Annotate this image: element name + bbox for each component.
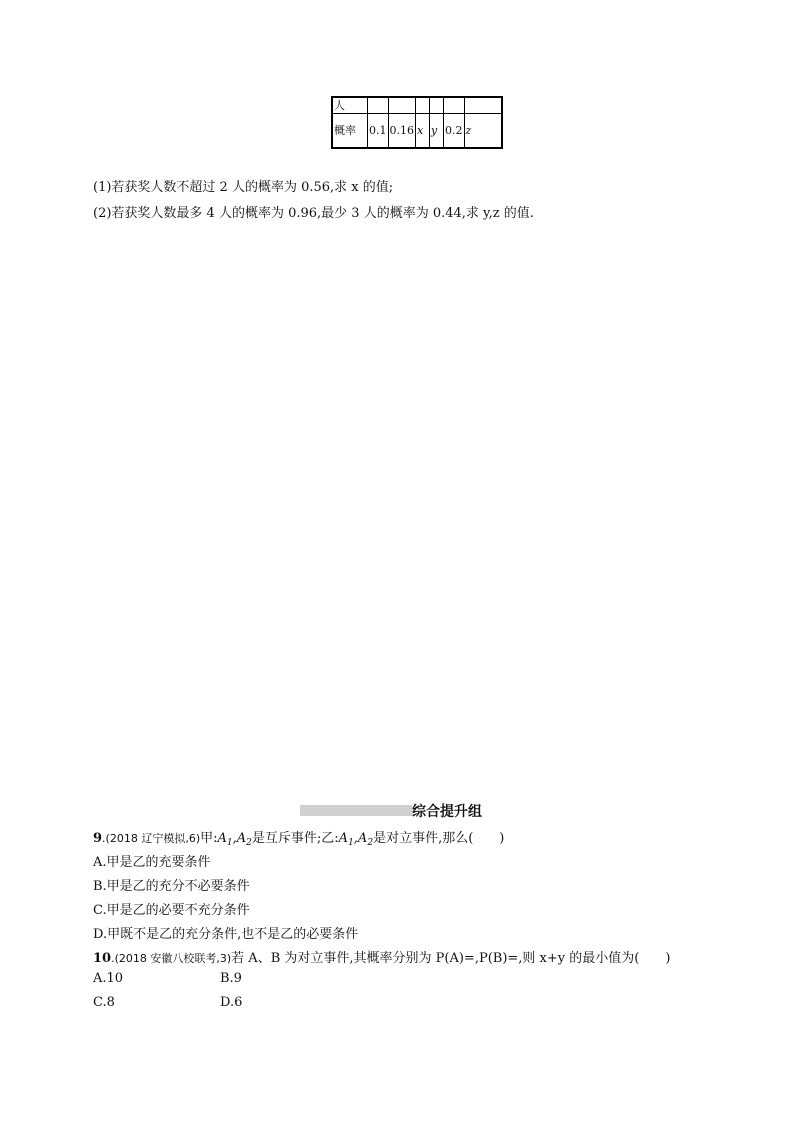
table-header-people: 人 xyxy=(332,97,368,114)
option-a: A.甲是乙的充要条件 xyxy=(93,855,211,870)
table-cell xyxy=(444,97,465,114)
table-cell xyxy=(464,97,502,114)
question-1: (1)若获奖人数不超过 2 人的概率为 0.56,求 x 的值; xyxy=(93,180,394,195)
table-cell xyxy=(430,97,444,114)
table-cell xyxy=(416,97,430,114)
table-header-probability: 概率 xyxy=(332,114,368,149)
table-cell xyxy=(368,97,389,114)
table-cell: 0.2 xyxy=(444,114,465,149)
option-c: C.8 xyxy=(93,995,115,1010)
question-2: (2)若获奖人数最多 4 人的概率为 0.96,最少 3 人的概率为 0.44,求 y,z 的值. xyxy=(93,206,534,221)
table-cell: z xyxy=(464,114,502,149)
problem-10-stem xyxy=(93,947,670,966)
option-b: B.9 xyxy=(220,971,242,986)
table-cell: 0.16 xyxy=(388,114,416,149)
option-c: C.甲是乙的必要不充分条件 xyxy=(93,903,250,918)
problem-source: .(2018 安徽八校联考,3) xyxy=(111,952,232,965)
option-d: D.6 xyxy=(220,995,243,1010)
option-a: A.10 xyxy=(93,971,124,986)
stem-text: 若 A、B 为对立事件,其概率分别为 P(A)=,P(B)=,则 x+y 的最小值为( ) xyxy=(231,951,671,966)
event-symbol: $A_1,A_2$ xyxy=(217,831,252,848)
table-cell: 0.1 xyxy=(368,114,389,149)
table-cell: y xyxy=(430,114,444,149)
stem-text: 是对立事件,那么( ) xyxy=(373,831,505,846)
stem-text: 甲: xyxy=(200,831,218,846)
table-cell: x xyxy=(416,114,430,149)
stem-text: 是互斥事件;乙: xyxy=(251,831,339,846)
table-row xyxy=(332,114,502,149)
problem-number: 9 xyxy=(93,831,103,846)
option-b: B.甲是乙的充分不必要条件 xyxy=(93,879,250,894)
problem-number: 10 xyxy=(93,951,112,966)
problem-9-stem xyxy=(93,827,504,848)
section-bar xyxy=(300,805,412,816)
option-d: D.甲既不是乙的充分条件,也不是乙的必要条件 xyxy=(93,927,359,942)
section-title: 综合提升组 xyxy=(412,804,482,820)
probability-table xyxy=(331,96,503,149)
problem-source: .(2018 辽宁模拟,6) xyxy=(102,832,201,845)
event-symbol: $A_1,A_2$ xyxy=(338,831,374,848)
table-cell xyxy=(388,97,416,114)
table-row xyxy=(332,97,502,114)
